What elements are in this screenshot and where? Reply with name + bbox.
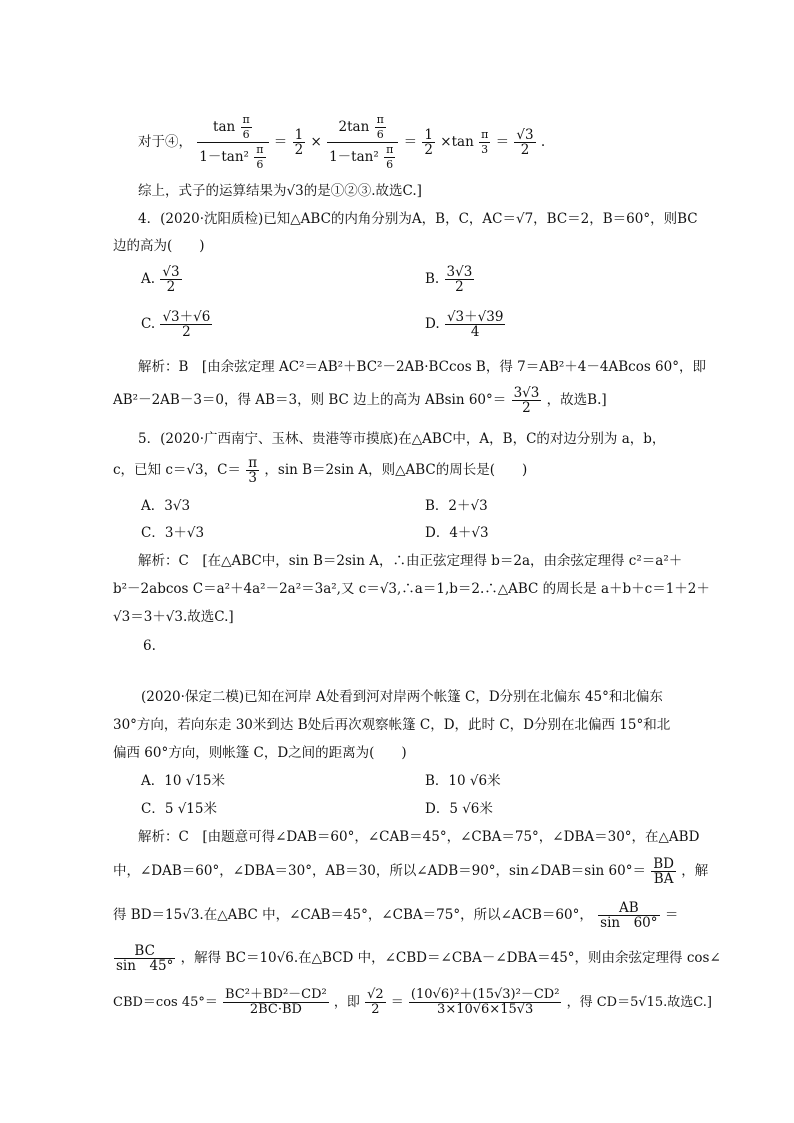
text: ，sin B＝2sin A，则△ABC的周长是( ) <box>264 462 528 478</box>
text: CBD＝cos 45°＝ <box>113 995 218 1010</box>
text: 3√3 <box>513 385 540 401</box>
text: √2 <box>367 987 384 1002</box>
text: c，已知 c＝√3，C＝ <box>113 462 241 478</box>
text: 2 <box>371 1002 380 1017</box>
text: 2tan <box>338 119 370 135</box>
q5-stem-line2 <box>113 452 527 488</box>
text: π <box>481 128 489 141</box>
text: √3 <box>162 264 180 280</box>
text: sin 45° <box>116 958 174 974</box>
option-label: D. <box>425 316 440 332</box>
q5-option-c: C．3＋√3 <box>141 525 205 541</box>
fraction-bd-ba <box>651 857 676 886</box>
text: 2 <box>455 279 464 295</box>
q5-solution-line2: b²－2abcos C＝a²＋4a²－2a²＝3a²,又 c＝√3,∴a＝1,b＝2.∴△ABC 的周长是 a＋b＋c＝1＋2＋ <box>113 581 710 597</box>
fraction-substituted <box>409 988 562 1017</box>
q5-option-a: A．3√3 <box>141 498 191 514</box>
text: ＝ <box>390 995 404 1010</box>
option-label: C. <box>141 316 156 332</box>
q6-stem-line1: (2020·保定二模)已知在河岸 A处看到河对岸两个帐篷 C，D分别在北偏东 45°和北偏东 <box>141 689 663 705</box>
fraction <box>512 386 542 415</box>
q5-solution-line1: 解析：C [在△ABC中，sin B＝2sin A，∴由正弦定理得 b＝2a，由余弦定理得 c²＝a²＋ <box>138 553 683 569</box>
fraction-ab-sin60 <box>598 901 659 930</box>
text: 中，∠DAB＝60°，∠DBA＝30°，AB＝30，所以∠ADB＝90°，sin∠DAB＝sin 60°＝ <box>113 863 646 879</box>
q4-solution-line2 <box>113 383 607 417</box>
q6-stem-line3: 偏西 60°方向，则帐篷 C，D之间的距离为( ) <box>113 745 407 761</box>
text: π <box>376 113 384 126</box>
q4-option-c <box>141 310 213 339</box>
q6-option-c: C．5 √15米 <box>141 801 217 817</box>
fraction-bc-sin45 <box>114 944 175 973</box>
text: 2 <box>166 279 176 295</box>
q6-option-b: B．10 √6米 <box>425 773 501 789</box>
text: ＝ <box>495 134 510 150</box>
fraction-pi-3 <box>479 128 490 157</box>
q4-option-a <box>141 265 183 294</box>
text: AB <box>598 901 659 916</box>
fraction-pi-6 <box>241 113 252 142</box>
q5-option-d: D．4＋√3 <box>425 525 489 541</box>
q6-solution-line2 <box>113 853 708 889</box>
text: BA <box>653 871 674 887</box>
text: 6 <box>242 128 250 141</box>
q4-solution-line1: 解析：B [由余弦定理 AC²＝AB²＋BC²－2AB·BCcos B，得 7＝AB²＋4－4ABcos 60°，即 <box>138 359 706 375</box>
q5-option-b: B．2＋√3 <box>425 498 488 514</box>
text: ，即 <box>333 995 360 1010</box>
q6-solution-line4 <box>113 940 721 976</box>
q6-solution-line1: 解析：C [由题意可得∠DAB＝60°，∠CAB＝45°，∠CBA＝75°，∠DBA＝30°，在△ABD <box>138 829 700 845</box>
fraction-tan-pi6-over <box>197 113 268 172</box>
text: AB²－2AB－3＝0，得 AB＝3，则 BC 边上的高为 ABsin 60°＝ <box>113 392 507 408</box>
fraction <box>160 310 212 339</box>
text: 2 <box>520 142 530 158</box>
fraction-sqrt2-2 <box>365 988 386 1017</box>
q5-stem-line1: 5．(2020·广西南宁、玉林、贵港等市摸底)在△ABC中，A，B，C的对边分别为 a，b， <box>138 431 666 447</box>
text: π <box>256 143 264 156</box>
text: π <box>248 455 258 471</box>
text: BC <box>114 944 175 959</box>
text: 得 BD＝15√3.在△ABC 中，∠CAB＝45°，∠CBA＝75°，所以∠ACB＝60°， <box>113 907 593 923</box>
text: 3√3 <box>446 264 473 280</box>
text: × <box>310 134 322 150</box>
text: 2 <box>522 400 531 416</box>
q6-solution-line5 <box>113 985 712 1021</box>
fraction <box>160 265 181 294</box>
text: ，得 CD＝5√15.故选C.] <box>566 995 712 1010</box>
text: 3 <box>248 470 257 486</box>
q4-option-d <box>425 310 506 339</box>
text: 1 <box>424 127 433 143</box>
text: 6 <box>376 128 384 141</box>
text: 2 <box>182 324 191 340</box>
text: ，解 <box>681 863 709 879</box>
text: 3×10√6×15√3 <box>437 1002 534 1017</box>
fraction-pi-3 <box>246 456 259 485</box>
text: sin 60° <box>600 915 658 931</box>
text: 4 <box>470 324 480 340</box>
q5-solution-line3: √3＝3＋√3.故选C.] <box>113 609 234 625</box>
option-label: B. <box>425 271 440 287</box>
text: ，解得 BC＝10√6.在△BCD 中，∠CBD＝∠CBA－∠DBA＝45°，则由余弦定理得 cos∠ <box>180 950 721 966</box>
text: (10√6)²＋(15√3)²－CD² <box>410 987 560 1002</box>
q6-option-a: A．10 √15米 <box>141 773 225 789</box>
fraction-2tan-pi6-over <box>327 113 398 172</box>
q4-stem-line1: 4．(2020·沈阳质检)已知△ABC的内角分别为A，B，C，AC＝√7，BC＝2，B＝60°，则BC <box>138 211 698 227</box>
fraction-pi-6 <box>375 113 386 142</box>
text: √3 <box>516 127 534 143</box>
text: . <box>540 134 546 150</box>
text: √3＋√39 <box>446 309 504 325</box>
text: 2 <box>294 142 304 158</box>
text: 1 <box>294 127 304 143</box>
text: 1－tan² <box>329 149 379 165</box>
q4-stem-line2: 边的高为( ) <box>113 238 205 254</box>
text: 6 <box>386 158 394 171</box>
text: BD <box>653 856 674 872</box>
q4-option-b <box>425 265 475 294</box>
fraction-sqrt3-2 <box>514 128 535 157</box>
text: 3 <box>481 143 489 156</box>
text: ＝ <box>273 134 288 150</box>
text: ，故选B.] <box>546 392 607 408</box>
fraction <box>445 265 475 294</box>
summary-line: 综上，式子的运算结果为√3的是①②③.故选C.] <box>138 183 422 199</box>
fraction-law-of-cosines <box>223 988 329 1017</box>
q6-stem-line2: 30°方向，若向东走 30米到达 B处后再次观察帐篷 C，D，此时 C，D分别在北偏西 15°和北 <box>113 717 671 733</box>
text: 6 <box>256 158 264 171</box>
q6-number: 6. <box>143 638 156 654</box>
q6-option-d: D．5 √6米 <box>425 801 493 817</box>
text: BC²＋BD²－CD² <box>225 987 327 1002</box>
text: 对于④， <box>138 134 192 150</box>
option-label: A. <box>141 271 156 287</box>
text: √3＋√6 <box>162 309 211 325</box>
text: ＝ <box>403 134 418 150</box>
text: π <box>386 143 394 156</box>
q6-solution-line3 <box>113 897 678 933</box>
text: ＝ <box>664 907 679 923</box>
text: 1－tan² <box>199 149 249 165</box>
text: tan <box>213 119 236 135</box>
fraction-pi-6 <box>254 143 265 172</box>
text: 2BC·BD <box>249 1002 302 1017</box>
fraction-half <box>422 128 435 157</box>
fraction <box>445 310 505 339</box>
text: 2 <box>424 142 433 158</box>
text: π <box>242 113 250 126</box>
fraction-half <box>293 128 306 157</box>
text: ×tan <box>440 134 474 150</box>
fraction-pi-6 <box>384 143 395 172</box>
line-for-4 <box>138 112 545 172</box>
